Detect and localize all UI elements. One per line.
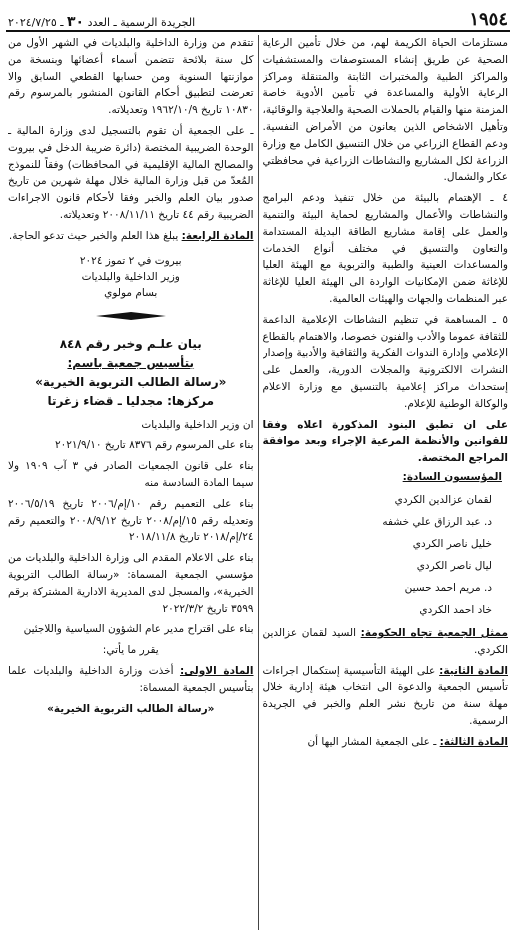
article-one (8, 663, 254, 697)
representative-name: السيد لقمان عزالدين الكردي. (262, 626, 508, 656)
article-four-label: المادة الرابعة: (181, 229, 254, 242)
minister-line: ان وزير الداخلية والبلديات (141, 418, 254, 431)
issue-date: ـ ٢٠٢٤/٧/٢٥ (8, 16, 64, 29)
paragraph-compliance: على ان تطبق البنود المذكورة اعلاه وفقا للقوانين والأنظمة المرعية الإجراء وبعد موافقة المراجع المختصة. (262, 418, 508, 465)
association-name: «رسالة الطالب التربوية الخيرية» (35, 374, 227, 389)
proposal-reference: بناء على اقتراح مدير عام الشؤون السياسية واللاجئين (23, 623, 254, 636)
separator-ornament-icon (96, 311, 166, 321)
column-divider (258, 35, 259, 930)
signature-title: وزير الداخلية والبلديات (81, 270, 180, 283)
text-columns (8, 35, 508, 930)
page-header (6, 6, 510, 32)
founders-heading: المؤسسون السادة: (402, 470, 502, 483)
signature-name: بسام مولوي (104, 286, 158, 299)
article-two-label: المادة الثانية: (439, 664, 508, 677)
government-representative (263, 625, 509, 659)
article-two-text: على الهيئة التأسيسية إستكمال اجراءات تأسيس الجمعية والدعوة الى انتخاب هيئة إدارية خلال مهلة سنة من تاريخ نشر العلم والخبر في الجريدة الرسمية. (262, 664, 508, 727)
section-separator (8, 311, 254, 321)
article-one-label: المادة الاولى: (179, 664, 254, 677)
founder-name: لقمان عزالدين الكردي (394, 493, 492, 506)
article-two (263, 663, 509, 730)
journal-title: الجريدة الرسمية ـ العدد (87, 16, 196, 29)
left-column (8, 35, 254, 930)
announcement-subtitle: بتأسيس جمعية باسم: (67, 355, 195, 370)
representative-label: ممثل الجمعية تجاه الحكومة: (360, 626, 508, 639)
article-three-label: المادة الثالثة: (439, 735, 508, 748)
association-name-final: «رسالة الطالب التربوية الخيرية» (47, 702, 215, 715)
association-seat: مركزها: مجدليا ـ قضاء زغرتا (47, 393, 215, 408)
decides-line: يقرر ما يأتي: (102, 644, 159, 657)
journal-info (8, 14, 195, 30)
article-three (263, 734, 509, 751)
law-reference: بناء على قانون الجمعيات الصادر في ٣ آب ١٩٠٩ ولا سيما المادة السادسة منه (8, 460, 254, 489)
right-column (263, 35, 509, 930)
founder-name: د. عبد الرزاق علي خشفه (382, 515, 492, 528)
decree-reference: بناء على المرسوم رقم ٨٣٧٦ تاريخ ٢٠٢١/٩/١٠ (54, 439, 254, 452)
founder-name: خاد احمد الكردي (419, 603, 492, 616)
article-one-text: أخذت وزارة الداخلية والبلديات علما بتأسيس الجمعية المسماة: (8, 664, 254, 694)
paragraph-healthcare: مستلزمات الحياة الكريمة لهم، من خلال تأمين الرعاية الصحية عن طريق إنشاء المستوصفات والمستشفيات والمراكز الطبية والمختبرات الثابتة والمتنقلة ومراكز الرعاية الأولية والمساعدة في تأمين الأدوية خاصة المزمنة منها والقيام بالحملات الصحية والعلاجية والوقائية، وتأهيل الاشخاص الذين يعانون من الأمراض النفسية. ودعم القطاع الزراعي من خلال التنسيق الكامل مع وزارة الزراعة لكل المشاريع والنشاطات الزراعية في محافظتي عكار والشمال. (262, 37, 508, 184)
notification-reference: بناء على الاعلام المقدم الى وزارة الداخلية والبلديات من مؤسسي الجمعية المسماة: «رسالة الطالب التربوية الخيرية»، والمسجل لدى المديرية الادارية المشتركة برقم ٣٥٩٩ تاريخ ٢٠٢٢/٣/٢ (8, 552, 254, 615)
signature-block (8, 253, 254, 301)
article-four (8, 228, 254, 245)
founder-name: د. مريم احمد حسين (404, 581, 492, 594)
founder-name: ليال ناصر الكردي (416, 559, 492, 572)
announcement-title: بيان علـم وخبر رقم ٨٤٨ (59, 336, 202, 351)
paragraph-media: ٥ ـ المساهمة في تنظيم النشاطات الإعلامية الداعمة للثقافة عموما والأدب والفنون خصوصا، والاهتمام بالقطاع الإعلامي وإدارة الندوات الفكرية والثقافية والأدبية وإصدار النشرات الالكترونية والمجلات الدورية، والعمل على إستحداث مراكز إعلامية بالتنسيق مع وزارة الاعلام والوكالة الوطنية للإعلام. (262, 313, 508, 410)
circulars-reference: بناء على التعميم رقم ١٠/إم/٢٠٠٦ تاريخ ٢٠٠٦/٥/١٩ وتعديله رقم ١٥/إم/٢٠٠٨ تاريخ ٢٠٠٨/٩/١٢ والتعميم رقم ٢٤/إم/٢٠١٨ تاريخ ٢٠١٨/١١/٨ (8, 497, 254, 544)
issue-number: ٣٠ (67, 14, 85, 30)
paragraph-environment: ٤ ـ الإهتمام بالبيئة من خلال تنفيذ ودعم البرامج والنشاطات والأعمال والمشاريع لحماية البيئة والتنمية والعمل على إقامة مشاريع الطاقة البديلة المستدامة والتعاون والتنسيق في مختلف أنواع الخدمات والمساعدات العينية والطبية والتربوية مع الهيئة العليا للإغاثة ضمن الإمكانيات الواردة الى الهيئة العليا للإغاثة عبر المنظمات والجهات والهيئات العالمية. (262, 192, 508, 305)
article-three-text: ـ على الجمعية المشار اليها أن (307, 735, 437, 748)
founder-name: خليل ناصر الكردي (412, 537, 492, 550)
page-number: ١٩٥٤ (469, 9, 508, 30)
paragraph-annual-list: تتقدم من وزارة الداخلية والبلديات في الشهر الأول من كل سنة بلائحة تتضمن أسماء أعضائها وبنسخة من موازنتها السنوية ومن حسابها القطعي السابق والا تعرضت لتطبيق أحكام القانون المنشور بالمرسوم رقم ١٠٨٣٠ تاريخ ١٩٦٢/١٠/٩ وتعديلاته. (8, 37, 254, 117)
signature-place-date: بيروت في ٢ تموز ٢٠٢٤ (79, 254, 182, 267)
paragraph-tax-registration: ـ على الجمعية أن تقوم بالتسجيل لدى وزارة المالية ـ الوحدة الضريبية المختصة (دائرة ضريبة الدخل في بيروت والمصالح المالية الإقليمية في المحافظات) وفقاً للنموذج المُعدّ من قبل وزارة المالية خلال مهلة شهرين من تاريخ صدور بيان العلم والخبر وفقا لأحكام قانون الاجراءات الضريبية رقم ٤٤ تاريخ ٢٠٠٨/١١/١١ وتعديلاته. (8, 124, 254, 221)
article-four-text: يبلغ هذا العلم والخبر حيث تدعو الحاجة. (8, 229, 179, 242)
